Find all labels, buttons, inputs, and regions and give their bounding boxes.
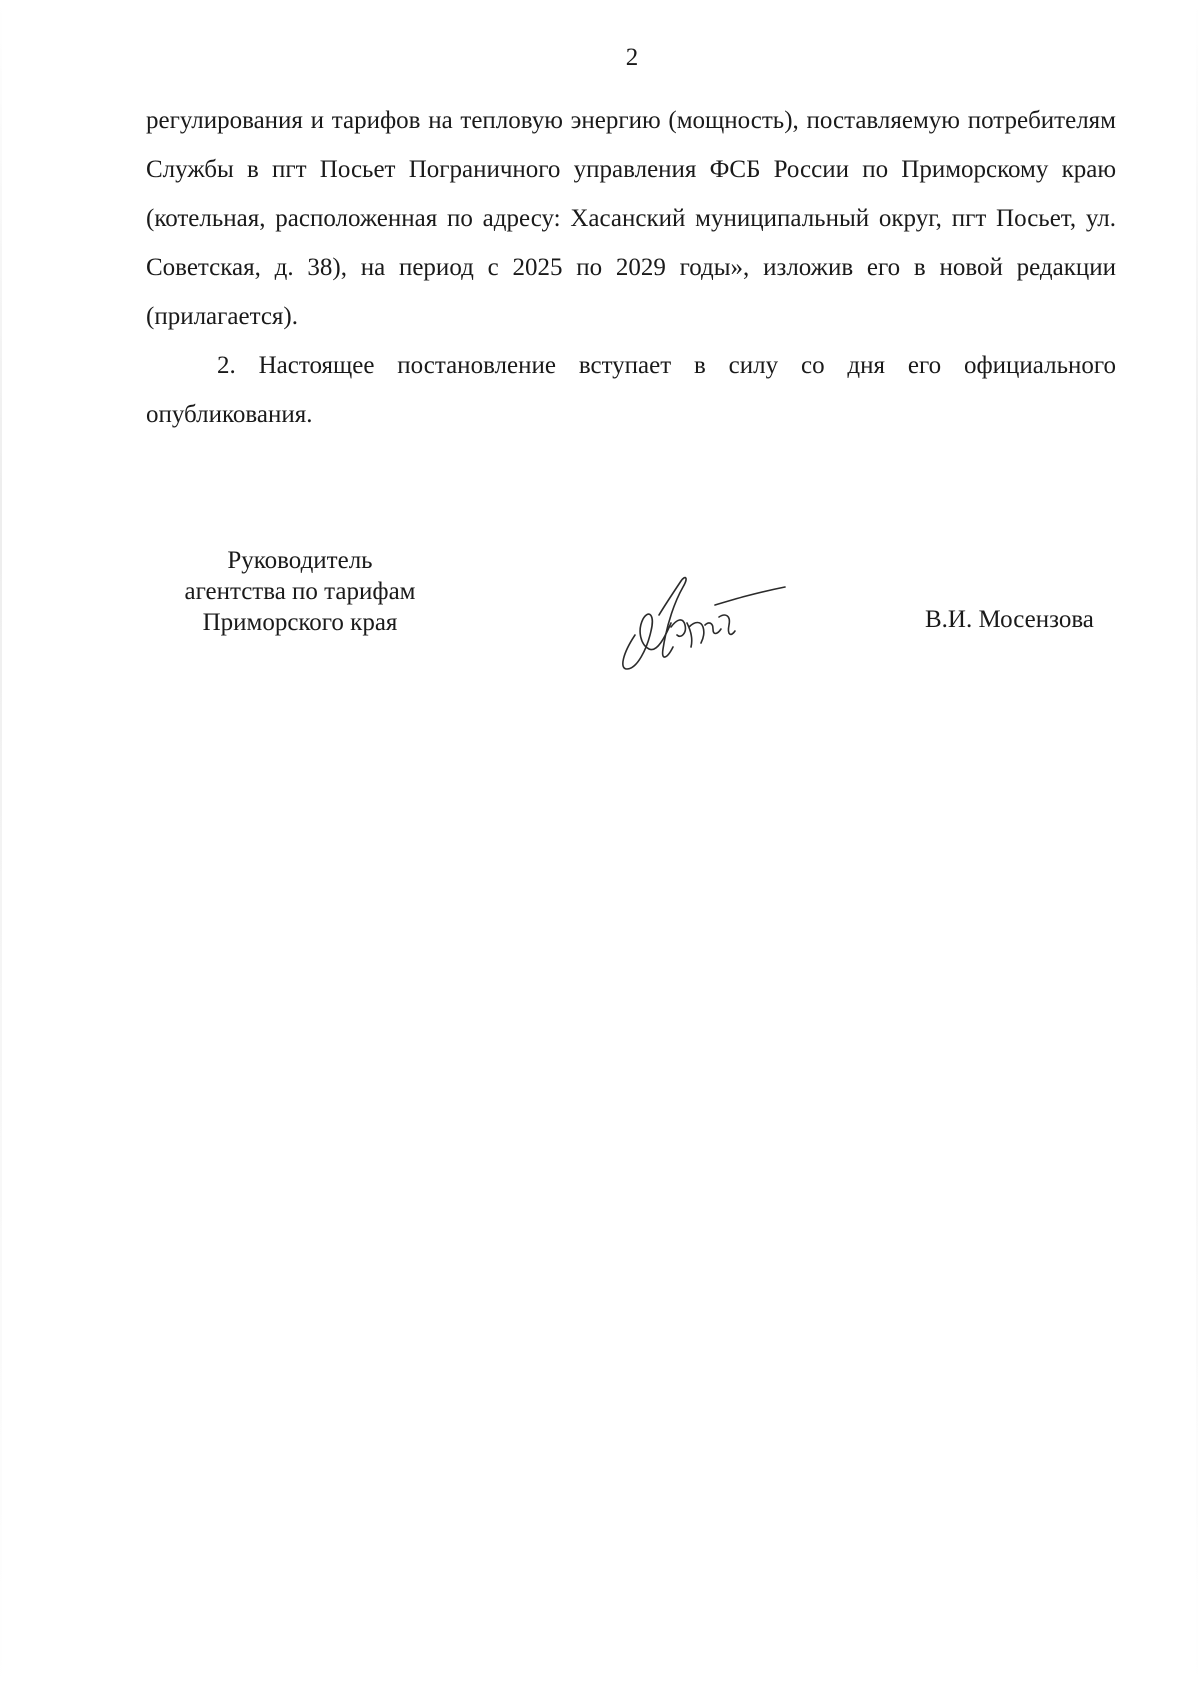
signer-name: В.И. Мосензова xyxy=(925,606,1094,633)
signer-position-line: Приморского края xyxy=(202,609,398,636)
paragraph-item-2: 2. Настоящее постановление вступает в силу со дня его официального опубликования. xyxy=(146,352,1116,428)
page-number: 2 xyxy=(625,44,639,71)
signature-block xyxy=(0,545,1200,665)
scan-edge-right xyxy=(1196,0,1198,1697)
signer-position xyxy=(150,545,450,638)
signer-position-line: агентства по тарифам xyxy=(184,578,416,605)
document-body xyxy=(146,96,1116,439)
signer-position-line: Руководитель xyxy=(227,547,373,574)
scan-edge-left xyxy=(0,0,2,1697)
handwritten-signature xyxy=(615,565,795,675)
paragraph-continuation: регулирования и тарифов на тепловую энергию (мощность), поставляемую потребителям Службы в пгт Посьет Пограничного управления ФСБ России по Приморскому краю (котельная, расположенная по адресу: Хасанский муниципальный округ, пгт Посьет, ул. Советская, д. 38), на период с 2025 по 2029 годы», изложив его в новой редакции (прилагается). xyxy=(146,107,1116,330)
